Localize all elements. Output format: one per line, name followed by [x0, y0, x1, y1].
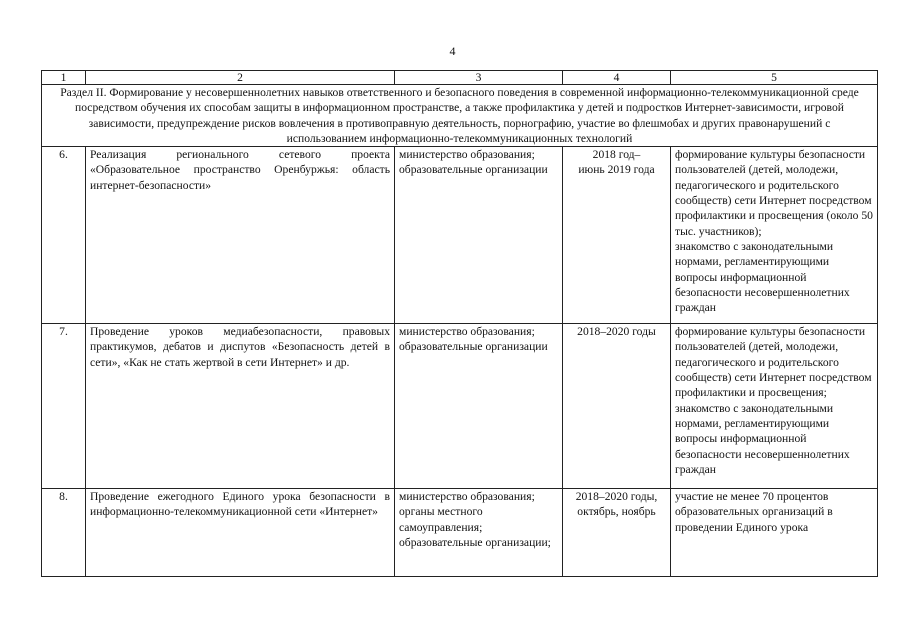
table-row — [42, 147, 878, 324]
expected-result: формирование культуры безопасности пользователей (детей, молодежи, педагогического и родительского сообществ) сети Интернет посредством профилактики и просвещения; знакомство с законодательными нормами, регламентирующими вопросы информационной безопасности несовершеннолетних граждан — [671, 324, 878, 489]
executors: министерство образования; образовательные организации — [395, 147, 563, 324]
expected-result: участие не менее 70 процентов образовательных организаций в проведении Единого урока — [671, 489, 878, 577]
dates: 2018–2020 годы, октябрь, ноябрь — [563, 489, 671, 577]
section-title: Раздел II. Формирование у несовершеннолетних навыков ответственного и безопасного поведения в современной информационно-телекоммуникационной среде посредством обучения их способам защиты в информационном пространстве, а также профилактика у детей и подростков Интернет-зависимости, игровой зависимости, предупреждение рисков вовлечения в противоправную деятельность, порнографию, участие во флешмобах и других правонарушений с использованием информационно-телекоммуникационных технологий — [42, 85, 878, 147]
dates: 2018 год– июнь 2019 года — [563, 147, 671, 324]
row-number: 8. — [42, 489, 86, 577]
executors: министерство образования; образовательные организации — [395, 324, 563, 489]
column-number-4: 4 — [563, 71, 671, 85]
table-row — [42, 489, 878, 577]
page-number: 4 — [449, 44, 456, 58]
expected-result: формирование культуры безопасности пользователей (детей, молодежи, педагогического и родительского сообществ) сети Интернет посредством профилактики и просвещения (около 50 тыс. участников); знакомство с законодательными нормами, регламентирующими вопросы информационной безопасности несовершеннолетних граждан — [671, 147, 878, 324]
executors: министерство образования; органы местного самоуправления; образовательные организации; — [395, 489, 563, 577]
event-name: Проведение уроков медиабезопасности, правовых практикумов, дебатов и диспутов «Безопасность детей в сети», «Как не стать жертвой в сети Интернет» и др. — [86, 324, 395, 489]
row-number: 7. — [42, 324, 86, 489]
column-number-5: 5 — [671, 71, 878, 85]
event-name: Проведение ежегодного Единого урока безопасности в информационно-телекоммуникационной сети «Интернет» — [86, 489, 395, 577]
column-number-1: 1 — [42, 71, 86, 85]
table-row — [42, 324, 878, 489]
event-name: Реализация регионального сетевого проекта «Образовательное пространство Оренбуржья: область интернет-безопасности» — [86, 147, 395, 324]
dates: 2018–2020 годы — [563, 324, 671, 489]
section-row — [42, 85, 878, 147]
column-number-2: 2 — [86, 71, 395, 85]
column-number-3: 3 — [395, 71, 563, 85]
row-number: 6. — [42, 147, 86, 324]
table-header-row — [42, 71, 878, 85]
action-plan-table — [41, 70, 878, 577]
